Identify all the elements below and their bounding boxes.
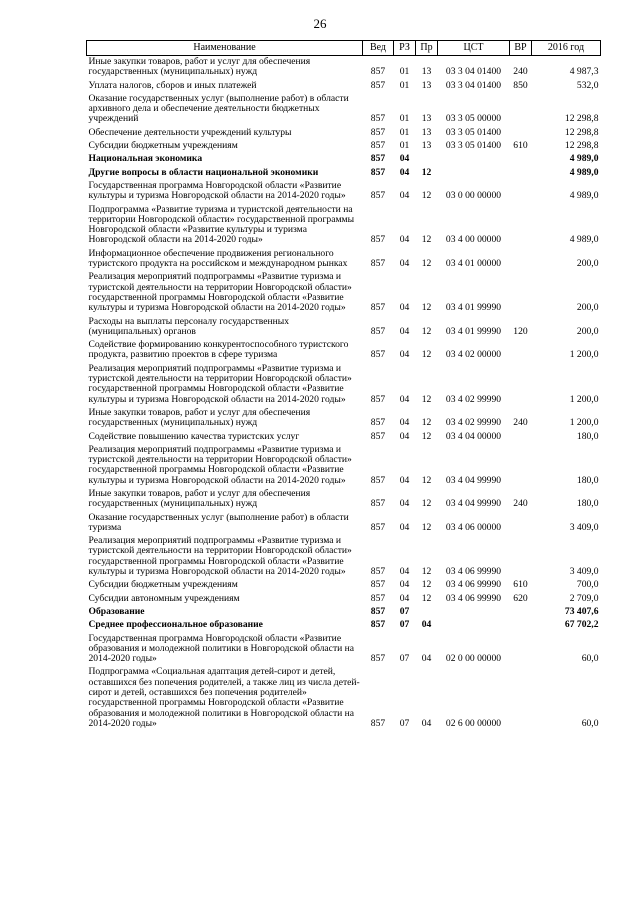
table-row bbox=[87, 80, 601, 93]
row-rz-cell: 07 bbox=[399, 717, 410, 729]
row-cst-cell: 03 3 05 00000 bbox=[445, 113, 502, 125]
row-sum-cell: 3 409,0 bbox=[569, 566, 599, 578]
table-row bbox=[87, 248, 601, 272]
row-rz-cell: 01 bbox=[399, 140, 410, 152]
row-pr-cell: 12 bbox=[421, 325, 432, 337]
row-pr-cell: 12 bbox=[421, 566, 432, 578]
row-rz-cell: 07 bbox=[399, 605, 410, 617]
row-rz-cell: 04 bbox=[399, 302, 410, 314]
row-pr-cell: 12 bbox=[421, 498, 432, 510]
row-vr-cell: 120 bbox=[513, 325, 528, 337]
table-row bbox=[87, 127, 601, 140]
row-name-cell: Реализация мероприятий подпрограммы «Развитие туризма и туристской деятельности на территории Новгородской области» государственной программы Новгородской области «Развитие культуры и туризма Новгородской области на 2014-2020 годы» bbox=[88, 443, 352, 486]
row-cst-cell: 03 4 02 99990 bbox=[445, 393, 502, 405]
row-cst-cell: 03 4 04 99990 bbox=[445, 474, 502, 486]
row-pr-cell: 13 bbox=[421, 126, 432, 138]
row-rz-cell: 04 bbox=[399, 190, 410, 202]
row-pr-cell: 13 bbox=[421, 79, 432, 91]
row-rz-cell: 04 bbox=[399, 325, 410, 337]
row-rz-cell: 04 bbox=[399, 579, 410, 591]
row-rz-cell: 01 bbox=[399, 126, 410, 138]
row-pr-cell: 12 bbox=[421, 349, 432, 361]
row-cst-cell: 03 4 06 99990 bbox=[445, 566, 502, 578]
row-ved-cell: 857 bbox=[370, 258, 386, 270]
row-rz-cell: 01 bbox=[399, 113, 410, 125]
row-cst-cell bbox=[438, 167, 510, 180]
row-cst-cell: 03 4 04 99990 bbox=[445, 498, 502, 510]
row-pr-cell: 13 bbox=[421, 66, 432, 78]
row-ved-cell: 857 bbox=[370, 190, 386, 202]
row-name-cell: Субсидии бюджетным учреждениям bbox=[88, 579, 238, 591]
row-pr-cell: 12 bbox=[421, 521, 432, 533]
row-pr-cell: 04 bbox=[421, 653, 432, 665]
row-ved-cell: 857 bbox=[370, 393, 386, 405]
row-sum-cell: 532,0 bbox=[576, 79, 599, 91]
row-name-cell: Государственная программа Новгородской области «Развитие культуры и туризма Новгородской области на 2014-2020 годы» bbox=[88, 179, 346, 202]
row-cst-cell: 03 3 05 01400 bbox=[445, 140, 502, 152]
row-vr-cell bbox=[510, 666, 532, 731]
row-rz-cell: 04 bbox=[399, 349, 410, 361]
row-sum-cell: 700,0 bbox=[576, 579, 599, 591]
row-cst-cell bbox=[438, 153, 510, 166]
page-number: 26 bbox=[313, 16, 327, 31]
row-cst-cell: 03 3 05 01400 bbox=[445, 126, 502, 138]
row-sum-cell: 200,0 bbox=[576, 302, 599, 314]
row-name-cell: Среднее профессиональное образование bbox=[88, 619, 263, 631]
row-sum-cell: 4 989,0 bbox=[569, 234, 599, 246]
row-cst-cell: 03 4 06 99990 bbox=[445, 592, 502, 604]
row-ved-cell: 857 bbox=[370, 521, 386, 533]
row-name-cell: Расходы на выплаты персоналу государственных (муниципальных) органов bbox=[88, 315, 290, 337]
row-rz-cell: 04 bbox=[399, 417, 410, 429]
row-sum-cell: 60,0 bbox=[581, 653, 599, 665]
row-sum-cell: 60,0 bbox=[581, 717, 599, 729]
row-ved-cell: 857 bbox=[370, 566, 386, 578]
row-cst-cell: 02 6 00 00000 bbox=[445, 717, 502, 729]
header-rz: РЗ bbox=[394, 41, 416, 56]
row-cst-cell: 03 3 04 01400 bbox=[445, 66, 502, 78]
row-rz-cell: 01 bbox=[399, 79, 410, 91]
row-vr-cell bbox=[510, 153, 532, 166]
row-name-cell: Обеспечение деятельности учреждений культуры bbox=[88, 126, 292, 138]
table-row bbox=[87, 619, 601, 632]
row-sum-cell: 200,0 bbox=[576, 258, 599, 270]
row-vr-cell bbox=[510, 248, 532, 272]
row-vr-cell bbox=[510, 93, 532, 127]
table-row bbox=[87, 271, 601, 315]
row-pr-cell: 12 bbox=[421, 302, 432, 314]
row-rz-cell: 04 bbox=[399, 393, 410, 405]
row-pr-cell: 12 bbox=[421, 592, 432, 604]
row-sum-cell: 4 987,3 bbox=[569, 66, 599, 78]
row-sum-cell: 1 200,0 bbox=[569, 393, 599, 405]
budget-table bbox=[86, 40, 601, 731]
table-row bbox=[87, 512, 601, 536]
row-rz-cell: 07 bbox=[399, 653, 410, 665]
row-rz-cell: 04 bbox=[399, 430, 410, 442]
row-ved-cell: 857 bbox=[370, 113, 386, 125]
row-pr-cell: 12 bbox=[421, 474, 432, 486]
table-row bbox=[87, 180, 601, 204]
header-ved: Вед bbox=[363, 41, 394, 56]
row-ved-cell: 857 bbox=[370, 474, 386, 486]
row-cst-cell: 03 4 06 99990 bbox=[445, 579, 502, 591]
row-cst-cell: 03 4 02 99990 bbox=[445, 417, 502, 429]
table-header-row bbox=[87, 41, 601, 56]
row-name-cell: Содействие повышению качества туристских услуг bbox=[88, 430, 300, 442]
row-vr-cell bbox=[510, 619, 532, 632]
row-rz-cell: 04 bbox=[399, 474, 410, 486]
row-cst-cell: 03 4 01 99990 bbox=[445, 325, 502, 337]
row-rz-cell: 04 bbox=[399, 234, 410, 246]
row-vr-cell: 240 bbox=[513, 417, 528, 429]
row-pr-cell: 12 bbox=[421, 234, 432, 246]
row-name-cell: Образование bbox=[88, 605, 145, 617]
table-row bbox=[87, 431, 601, 444]
row-ved-cell: 857 bbox=[370, 234, 386, 246]
row-pr-cell: 12 bbox=[421, 190, 432, 202]
table-row bbox=[87, 316, 601, 340]
row-pr-cell: 12 bbox=[421, 579, 432, 591]
row-pr-cell: 12 bbox=[421, 393, 432, 405]
row-rz-cell: 04 bbox=[399, 166, 410, 178]
row-name-cell: Уплата налогов, сборов и иных платежей bbox=[88, 79, 257, 91]
table-row bbox=[87, 535, 601, 579]
row-sum-cell: 12 298,8 bbox=[564, 126, 599, 138]
row-name-cell: Оказание государственных услуг (выполнение работ) в области туризма bbox=[88, 511, 349, 533]
row-pr-cell bbox=[416, 606, 438, 619]
header-name: Наименование bbox=[87, 41, 363, 56]
row-name-cell: Содействие формированию конкурентоспособного туристского продукта, развитию проектов в сфере туризма bbox=[88, 339, 349, 361]
row-name-cell: Субсидии бюджетным учреждениям bbox=[88, 140, 238, 152]
table-row bbox=[87, 363, 601, 407]
row-sum-cell: 67 702,2 bbox=[564, 619, 599, 631]
row-pr-cell: 04 bbox=[421, 619, 432, 631]
table-row bbox=[87, 579, 601, 592]
row-rz-cell: 04 bbox=[399, 592, 410, 604]
row-ved-cell: 857 bbox=[370, 302, 386, 314]
table-row bbox=[87, 167, 601, 180]
row-ved-cell: 857 bbox=[370, 592, 386, 604]
row-sum-cell: 1 200,0 bbox=[569, 349, 599, 361]
row-vr-cell: 610 bbox=[513, 579, 528, 591]
row-ved-cell: 857 bbox=[370, 140, 386, 152]
row-rz-cell: 04 bbox=[399, 566, 410, 578]
header-vr: ВР bbox=[510, 41, 532, 56]
table-row bbox=[87, 153, 601, 166]
table-row bbox=[87, 633, 601, 667]
row-name-cell: Национальная экономика bbox=[88, 153, 203, 165]
row-pr-cell: 13 bbox=[421, 140, 432, 152]
row-name-cell: Оказание государственных услуг (выполнение работ) в области архивного дела и обеспечение деятельности бюджетных учреждений bbox=[88, 92, 349, 125]
row-name-cell: Другие вопросы в области национальной экономики bbox=[88, 166, 319, 178]
row-sum-cell: 12 298,8 bbox=[564, 140, 599, 152]
row-vr-cell bbox=[510, 167, 532, 180]
row-cst-cell: 03 4 04 00000 bbox=[445, 430, 502, 442]
row-vr-cell: 620 bbox=[513, 592, 528, 604]
row-ved-cell: 857 bbox=[370, 79, 386, 91]
row-vr-cell bbox=[510, 180, 532, 204]
row-name-cell: Иные закупки товаров, работ и услуг для обеспечения государственных (муниципальных) нужд bbox=[88, 56, 311, 78]
row-rz-cell: 04 bbox=[399, 498, 410, 510]
row-name-cell: Подпрограмма «Развитие туризма и туристской деятельности на территории Новгородской области» государственной программы Новгородской области «Развитие культуры и туризма Новгородской области на 2014-2020 годы» bbox=[88, 203, 355, 246]
row-cst-cell: 03 4 01 99990 bbox=[445, 302, 502, 314]
row-ved-cell: 857 bbox=[370, 126, 386, 138]
table-row bbox=[87, 93, 601, 127]
row-sum-cell: 200,0 bbox=[576, 325, 599, 337]
row-cst-cell: 03 4 02 00000 bbox=[445, 349, 502, 361]
row-sum-cell: 4 989,0 bbox=[569, 166, 599, 178]
row-ved-cell: 857 bbox=[370, 430, 386, 442]
row-vr-cell bbox=[510, 431, 532, 444]
table-body bbox=[87, 56, 601, 732]
row-ved-cell: 857 bbox=[370, 619, 386, 631]
row-name-cell: Информационное обеспечение продвижения регионального туристского продукта на российском и международном рынках bbox=[88, 247, 348, 270]
row-cst-cell bbox=[438, 619, 510, 632]
row-sum-cell: 180,0 bbox=[576, 474, 599, 486]
row-vr-cell bbox=[510, 127, 532, 140]
row-name-cell: Иные закупки товаров, работ и услуг для обеспечения государственных (муниципальных) нужд bbox=[88, 406, 311, 429]
row-pr-cell bbox=[416, 153, 438, 166]
row-ved-cell: 857 bbox=[370, 653, 386, 665]
row-pr-cell: 13 bbox=[421, 113, 432, 125]
row-name-cell: Государственная программа Новгородской области «Развитие образования и молодежной политики в Новгородской области на 2014-2020 годы» bbox=[88, 632, 355, 665]
row-sum-cell: 12 298,8 bbox=[564, 113, 599, 125]
row-rz-cell: 04 bbox=[399, 153, 410, 165]
table-row bbox=[87, 606, 601, 619]
row-rz-cell: 04 bbox=[399, 258, 410, 270]
row-sum-cell: 3 409,0 bbox=[569, 521, 599, 533]
row-rz-cell: 07 bbox=[399, 619, 410, 631]
row-vr-cell bbox=[510, 633, 532, 667]
table-row bbox=[87, 140, 601, 153]
table-row bbox=[87, 488, 601, 512]
row-ved-cell: 857 bbox=[370, 579, 386, 591]
row-sum-cell: 2 709,0 bbox=[569, 592, 599, 604]
table-row bbox=[87, 56, 601, 80]
row-vr-cell: 610 bbox=[513, 140, 528, 152]
row-name-cell: Реализация мероприятий подпрограммы «Развитие туризма и туристской деятельности на территории Новгородской области» государственной программы Новгородской области «Развитие культуры и туризма Новгородской области на 2014-2020 годы» bbox=[88, 271, 352, 314]
table-row bbox=[87, 666, 601, 731]
row-ved-cell: 857 bbox=[370, 605, 386, 617]
row-sum-cell: 180,0 bbox=[576, 430, 599, 442]
row-vr-cell: 850 bbox=[513, 79, 528, 91]
row-vr-cell bbox=[510, 606, 532, 619]
row-name-cell: Субсидии автономным учреждениям bbox=[88, 592, 240, 604]
row-cst-cell: 03 4 00 00000 bbox=[445, 234, 502, 246]
table-row bbox=[87, 339, 601, 363]
row-pr-cell: 12 bbox=[421, 258, 432, 270]
header-pr: Пр bbox=[416, 41, 438, 56]
row-cst-cell: 03 0 00 00000 bbox=[445, 190, 502, 202]
row-vr-cell bbox=[510, 535, 532, 579]
table-row bbox=[87, 407, 601, 431]
row-name-cell: Иные закупки товаров, работ и услуг для обеспечения государственных (муниципальных) нужд bbox=[88, 487, 311, 510]
row-ved-cell: 857 bbox=[370, 498, 386, 510]
table-row bbox=[87, 204, 601, 248]
row-name-cell: Реализация мероприятий подпрограммы «Развитие туризма и туристской деятельности на территории Новгородской области» государственной программы Новгородской области «Развитие культуры и туризма Новгородской области на 2014-2020 годы» bbox=[88, 535, 352, 578]
row-pr-cell: 12 bbox=[421, 430, 432, 442]
row-vr-cell bbox=[510, 271, 532, 315]
row-vr-cell: 240 bbox=[513, 66, 528, 78]
row-cst-cell: 03 4 01 00000 bbox=[445, 258, 502, 270]
row-vr-cell: 240 bbox=[513, 498, 528, 510]
row-cst-cell: 03 3 04 01400 bbox=[445, 79, 502, 91]
row-sum-cell: 73 407,6 bbox=[564, 605, 599, 617]
row-cst-cell: 03 4 06 00000 bbox=[445, 521, 502, 533]
row-ved-cell: 857 bbox=[370, 349, 386, 361]
row-name-cell: Подпрограмма «Социальная адаптация детей-сирот и детей, оставшихся без попечения родителей, а также лиц из числа детей-сирот и детей, оставшихся без попечения родителей» государственной программы Новгородской области «Развитие образования и молодежной политики в Новгородской области на 2014-2020 годы» bbox=[88, 666, 360, 729]
row-sum-cell: 180,0 bbox=[576, 498, 599, 510]
row-name-cell: Реализация мероприятий подпрограммы «Развитие туризма и туристской деятельности на территории Новгородской области» государственной программы Новгородской области «Развитие культуры и туризма Новгородской области на 2014-2020 годы» bbox=[88, 362, 352, 405]
row-sum-cell: 4 989,0 bbox=[569, 153, 599, 165]
row-sum-cell: 4 989,0 bbox=[569, 190, 599, 202]
row-rz-cell: 04 bbox=[399, 521, 410, 533]
row-cst-cell bbox=[438, 606, 510, 619]
row-pr-cell: 12 bbox=[421, 417, 432, 429]
row-vr-cell bbox=[510, 444, 532, 488]
row-ved-cell: 857 bbox=[370, 66, 386, 78]
row-pr-cell: 12 bbox=[421, 166, 432, 178]
row-cst-cell: 02 0 00 00000 bbox=[445, 653, 502, 665]
row-vr-cell bbox=[510, 363, 532, 407]
row-sum-cell: 1 200,0 bbox=[569, 417, 599, 429]
row-ved-cell: 857 bbox=[370, 417, 386, 429]
row-ved-cell: 857 bbox=[370, 153, 386, 165]
row-pr-cell: 04 bbox=[421, 717, 432, 729]
row-vr-cell bbox=[510, 339, 532, 363]
row-vr-cell bbox=[510, 512, 532, 536]
table-row bbox=[87, 593, 601, 606]
row-ved-cell: 857 bbox=[370, 717, 386, 729]
row-vr-cell bbox=[510, 204, 532, 248]
row-rz-cell: 01 bbox=[399, 66, 410, 78]
row-ved-cell: 857 bbox=[370, 166, 386, 178]
header-cst: ЦСТ bbox=[438, 41, 510, 56]
table-row bbox=[87, 444, 601, 488]
row-ved-cell: 857 bbox=[370, 325, 386, 337]
header-year: 2016 год bbox=[532, 41, 601, 56]
